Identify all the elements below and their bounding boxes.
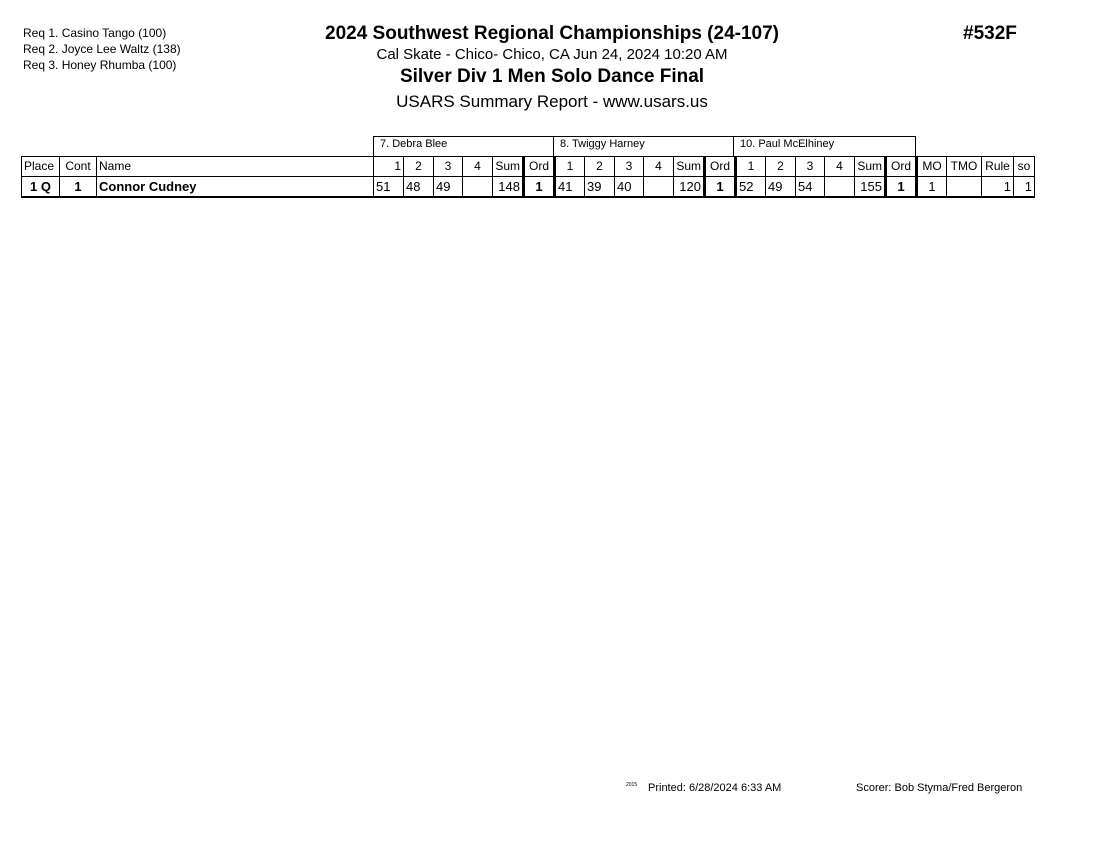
score-cell: 40 [615,177,644,198]
col-header-ord: Ord [705,157,736,177]
judge-name: 7. Debra Blee [373,136,554,156]
printed-timestamp: Printed: 6/28/2024 6:33 AM [648,782,782,794]
cont-cell: 1 [60,177,97,198]
results-table [21,156,1035,198]
col-header-score-2: 2 [404,157,434,177]
col-header-score-4: 4 [463,157,493,177]
ord-cell: 1 [524,177,555,198]
judge-name: 8. Twiggy Harney [553,136,734,156]
col-header-place: Place [22,157,60,177]
header-row [22,157,1035,177]
col-header-score-1: 1 [736,157,766,177]
place-cell: 1 Q [22,177,60,198]
col-header-score-4: 4 [825,157,855,177]
mo-cell: 1 [917,177,947,198]
col-header-so: so [1014,157,1035,177]
score-cell: 51 [374,177,404,198]
col-header-score-2: 2 [585,157,615,177]
col-header-sum: Sum [855,157,886,177]
col-header-rule: Rule [982,157,1014,177]
ord-cell: 1 [705,177,736,198]
col-header-mo: MO [917,157,947,177]
score-cell: 48 [404,177,434,198]
col-header-cont: Cont [60,157,97,177]
tmo-cell [947,177,982,198]
score-cell: 39 [585,177,615,198]
so-cell: 1 [1014,177,1035,198]
rule-cell: 1 [982,177,1014,198]
title-block [250,22,854,113]
table-row [22,177,1035,198]
requirement-item: Req 2. Joyce Lee Waltz (138) [23,42,181,56]
sum-cell: 155 [855,177,886,198]
score-cell: 49 [766,177,796,198]
col-header-sum: Sum [674,157,705,177]
col-header-tmo: TMO [947,157,982,177]
competition-title: 2024 Southwest Regional Championships (24-107) [325,23,779,44]
col-header-score-3: 3 [434,157,463,177]
score-cell: 54 [796,177,825,198]
skater-name-cell: Connor Cudney [97,177,374,198]
score-cell [644,177,674,198]
footer-tag: 2015 [626,782,638,788]
col-header-score-3: 3 [615,157,644,177]
col-header-name: Name [97,157,374,177]
event-name: Silver Div 1 Men Solo Dance Final [399,66,705,87]
col-header-sum: Sum [493,157,524,177]
requirements-list [23,25,181,73]
col-header-score-1: 1 [374,157,404,177]
sum-cell: 120 [674,177,705,198]
score-cell [463,177,493,198]
score-cell: 52 [736,177,766,198]
judge-name: 10. Paul McElhiney [733,136,916,156]
col-header-ord: Ord [524,157,555,177]
requirement-item: Req 3. Honey Rhumba (100) [23,58,177,72]
scorer-line: Scorer: Bob Styma/Fred Bergeron [856,782,1023,794]
report-name: USARS Summary Report - www.usars.us [396,92,708,111]
ord-cell: 1 [886,177,917,198]
col-header-score-2: 2 [766,157,796,177]
col-header-score-4: 4 [644,157,674,177]
requirement-item: Req 1. Casino Tango (100) [23,26,167,40]
col-header-score-1: 1 [555,157,585,177]
col-header-ord: Ord [886,157,917,177]
score-cell: 41 [555,177,585,198]
col-header-score-3: 3 [796,157,825,177]
event-code: #532F [963,23,1017,44]
score-cell [825,177,855,198]
sum-cell: 148 [493,177,524,198]
score-cell: 49 [434,177,463,198]
location-line: Cal Skate - Chico- Chico, CA Jun 24, 2024 10:20 AM [376,46,728,63]
